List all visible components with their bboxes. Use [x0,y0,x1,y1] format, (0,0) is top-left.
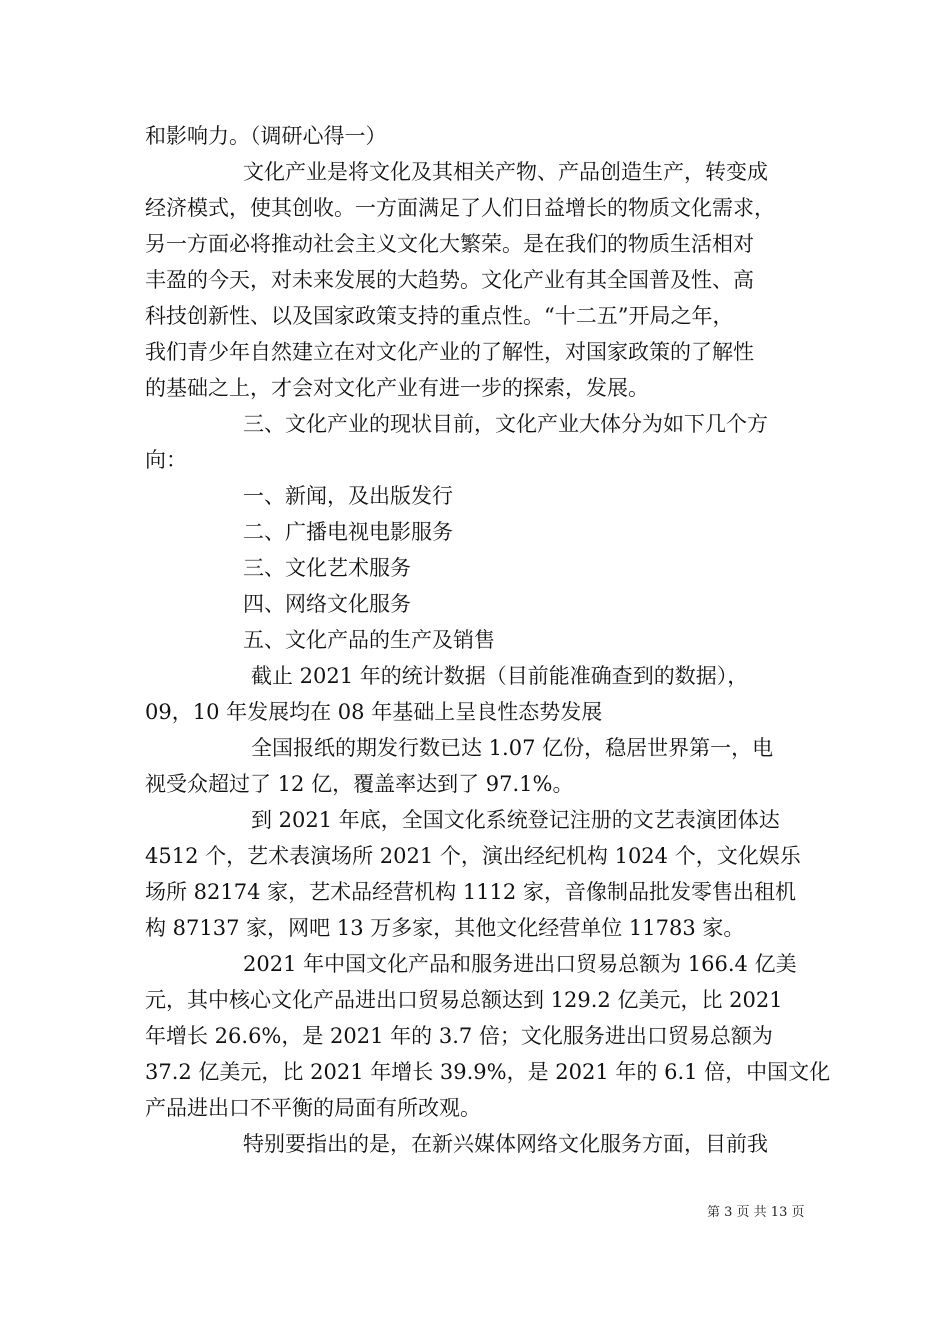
text-line: 向： [145,448,187,472]
text-line: 构 87137 家，网吧 13 万多家，其他文化经营单位 11783 家。 [145,916,745,940]
list-item: 四、网络文化服务 [243,592,411,616]
paragraph-start-line: 截止 2021 年的统计数据（目前能准确查到的数据）， [251,664,749,688]
text-line: 另一方面必将推动社会主义文化大繁荣。是在我们的物质生活相对 [145,232,754,256]
paragraph-start-line: 文化产业是将文化及其相关产物、产品创造生产，转变成 [243,160,768,184]
text-line: 和影响力。（调研心得一） [145,124,387,148]
list-item: 二、广播电视电影服务 [243,520,453,544]
text-line: 丰盈的今天，对未来发展的大趋势。文化产业有其全国普及性、高 [145,268,754,292]
list-item: 五、文化产品的生产及销售 [243,628,495,652]
text-line: 元，其中核心文化产品进出口贸易总额达到 129.2 亿美元，比 2021 [145,988,783,1012]
text-line: 37.2 亿美元，比 2021 年增长 39.9%，是 2021 年的 6.1 倍，中国文化 [145,1060,831,1084]
document-body [145,118,831,1162]
paragraph-start-line: 全国报纸的期发行数已达 1.07 亿份，稳居世界第一，电 [251,736,774,760]
text-line: 视受众超过了 12 亿，覆盖率达到了 97.1%。 [145,772,574,796]
paragraph-start-line: 特别要指出的是，在新兴媒体网络文化服务方面，目前我 [243,1132,768,1156]
text-line: 经济模式，使其创收。一方面满足了人们日益增长的物质文化需求， [145,196,775,220]
paragraph-start-line: 到 2021 年底，全国文化系统登记注册的文艺表演团体达 [251,808,780,832]
list-item: 三、文化艺术服务 [243,556,411,580]
text-line: 场所 82174 家，艺术品经营机构 1112 家，音像制品批发零售出租机 [145,880,796,904]
text-line: 09，10 年发展均在 08 年基础上呈良性态势发展 [145,700,603,724]
text-line: 的基础之上，才会对文化产业有进一步的探索，发展。 [145,376,649,400]
text-line: 4512 个，艺术表演场所 2021 个，演出经纪机构 1024 个，文化娱乐 [145,844,801,868]
page-number-footer: 第 3 页 共 13 页 [707,1205,805,1220]
text-line: 科技创新性、以及国家政策支持的重点性。“十二五”开局之年， [145,304,734,328]
section-heading-line: 三、文化产业的现状目前，文化产业大体分为如下几个方 [243,412,768,436]
text-line: 我们青少年自然建立在对文化产业的了解性，对国家政策的了解性 [145,340,754,364]
text-line: 产品进出口不平衡的局面有所改观。 [145,1096,481,1120]
text-line: 年增长 26.6%，是 2021 年的 3.7 倍；文化服务进出口贸易总额为 [145,1024,773,1048]
list-item: 一、新闻，及出版发行 [243,484,453,508]
paragraph-start-line: 2021 年中国文化产品和服务进出口贸易总额为 166.4 亿美 [243,952,797,976]
